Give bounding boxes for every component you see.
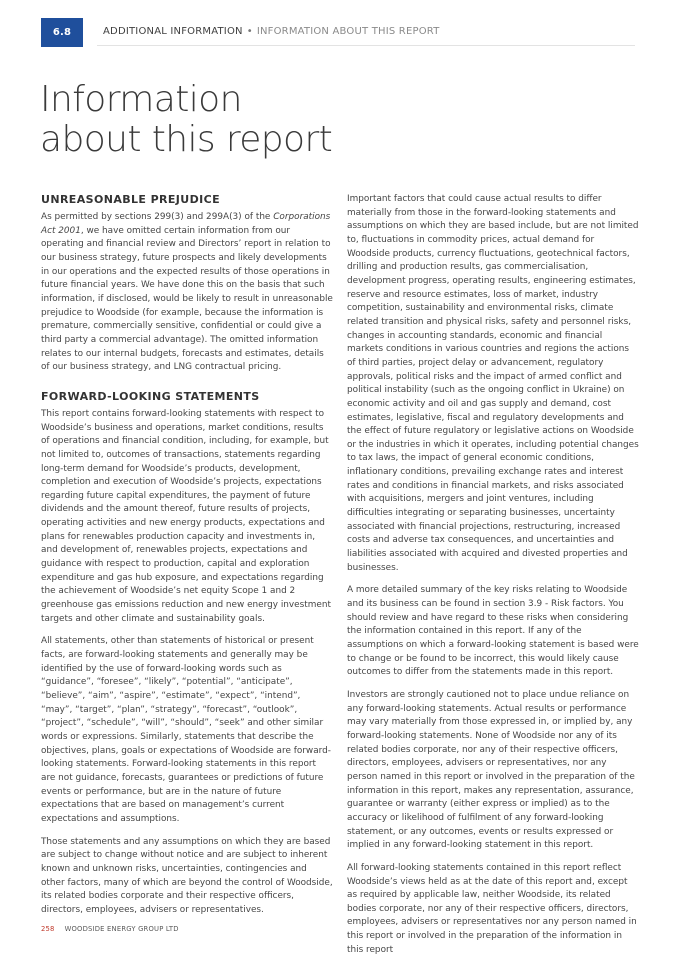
breadcrumb-subsection: INFORMATION ABOUT THIS REPORT	[256, 26, 440, 37]
left-column	[41, 193, 333, 927]
breadcrumb	[103, 26, 440, 37]
paragraph-forward-looking-3: Those statements and any assumptions on which they are based are subject to change without notice and are subject to inherent known and unknown risks, uncertainties, contingencies and other factors, many of which are beyond the control of Woodside, its related bodies corporate and their respective officers, directors, employees, advisers or representatives.	[41, 836, 333, 915]
paragraph-forward-looking-2: All statements, other than statements of historical or present facts, are forward-looking statements and generally may be identified by the use of forward-looking words such as “guidance”, “foresee”, “likely”, “potential”, “anticipate”, “believe”, “aim”, “aspire”, “estimate”, “expect”, “intend”, “may”, “target”, “plan”, “strategy”, “forecast”, “outlook”, “project”, “schedule”, “will”, “should”, “seek” and other similar words or expressions. Similarly, statements that describe the objectives, plans, goals or expectations of Woodside are forward-looking statements. Forward-looking statements in this report are not guidance, forecasts, guarantees or predictions of future events or performance, but are in the nature of future expectations that are based on management’s current expectations and assumptions.	[41, 636, 331, 824]
paragraph-forward-looking-1: This report contains forward-looking statements with respect to Woodside’s business and operations, market conditions, results of operations and financial condition, including, for example, but not limited to, outcomes of transactions, statements regarding long-term demand for Woodside’s products, development, completion and execution of Woodside’s projects, expectations regarding future capital expenditures, the payment of future dividends and the amount thereof, future results of projects, operating activities and new energy products, expectations and plans for renewables production capacity and investments in, and development of, renewables projects, expectations and guidance with respect to production, capital and exploration expenditure and gas hub exposure, and expectations regarding the achievement of Woodside’s net equity Scope 1 and 2 greenhouse gas emissions reduction and new energy investment targets and other climate and sustainability goals.	[41, 408, 331, 624]
breadcrumb-separator: •	[246, 26, 253, 37]
breadcrumb-section: ADDITIONAL INFORMATION	[103, 26, 243, 37]
paragraph-views-held: All forward-looking statements contained in this report reflect Woodside’s views held as at the date of this report and, except as required by applicable law, neither Woodside, its related bodies corporate, nor any of their respective officers, directors, employees, advisers or representatives nor any person named in this report or involved in the preparation of the information in this report	[347, 862, 637, 955]
page-footer	[41, 925, 179, 933]
page-title-line-1: Information	[40, 79, 242, 120]
heading-forward-looking-statements: FORWARD-LOOKING STATEMENTS	[41, 389, 260, 403]
heading-unreasonable-prejudice: UNREASONABLE PREJUDICE	[41, 193, 221, 206]
paragraph-important-factors: Important factors that could cause actual results to differ materially from those in the forward-looking statements and assumptions on which they are based include, but are not limited to, fluctuations in commodity prices, actual demand for Woodside products, currency fluctuations, geotechnical factors, drilling and production results, gas commercialisation, development progress, operating results, engineering estimates, reserve and resource estimates, loss of market, industry competition, sustainability and environmental risks, climate related transition and physical risks, safety and personnel risks, changes in accounting standards, economic and financial markets conditions in various countries and regions the actions of third parties, project delay or advancement, regulatory approvals, political risks and the impact of armed conflict and political instability (such as the ongoing conflict in Ukraine) on economic activity and oil and gas supply and demand, cost estimates, legislative, fiscal and regulatory developments and the effect of future regulatory or legislative actions on Woodside or the industries in which it operates, including potential changes to tax laws, the impact of general economic conditions, inflationary conditions, prevailing exchange rates and interest rates and conditions in financial markets, and risks associated with acquisitions, mergers and joint ventures, including difficulties integrating or separating businesses, uncertainty associated with financial projections, restructuring, increased costs and adverse tax consequences, and uncertainties and liabilities associated with acquired and divested properties and businesses.	[347, 194, 639, 573]
page-title-line-2: about this report	[40, 119, 333, 160]
page-number: 258	[41, 925, 55, 933]
header-divider	[97, 45, 635, 46]
section-number-tab: 6.8	[41, 18, 83, 47]
page-title	[40, 80, 332, 160]
paragraph-text-end: , we have omitted certain information from our operating and financial review and Directors’ report in relation to our business strategy, future prospects and likely developments in our operations and the expected results of those operations in future financial years. We have done this on the basis that such information, if disclosed, would be likely to result in unreasonable prejudice to Woodside (for example, because the information is premature, commercially sensitive, confidential or could give a third party a commercial advantage). The omitted information relates to our internal budgets, forecasts and estimates, details of our business strategy, and LNG contractual pricing.	[41, 225, 333, 373]
paragraph-investor-caution: Investors are strongly cautioned not to place undue reliance on any forward-looking statements. Actual results or performance may vary materially from those expressed in, or implied by, any forward-looking statements. None of Woodside nor any of its related bodies corporate, nor any of their respective officers, directors, employees, advisers or representatives, nor any person named in this report or involved in the preparation of the information in this report, makes any representation, assurance, guarantee or warranty (either express or implied) as to the accuracy or likelihood of fulfilment of any forward-looking statement, or any outcomes, events or results expressed or implied in any forward-looking statement in this report.	[347, 689, 635, 851]
company-name: WOODSIDE ENERGY GROUP LTD	[64, 925, 179, 933]
paragraph-unreasonable-prejudice	[41, 211, 333, 375]
paragraph-risk-summary: A more detailed summary of the key risks relating to Woodside and its business can be found in section 3.9 - Risk factors. You should review and have regard to these risks when considering the information contained in this report. If any of the assumptions on which a forward-looking statement is based were to change or be found to be incorrect, this would likely cause outcomes to differ from the statements made in this report.	[347, 585, 639, 678]
corporations-act-reference: Corporations Act 2001	[41, 212, 331, 236]
right-column	[347, 193, 639, 966]
paragraph-text-start: As permitted by sections 299(3) and 299A(3) of the	[41, 212, 274, 222]
